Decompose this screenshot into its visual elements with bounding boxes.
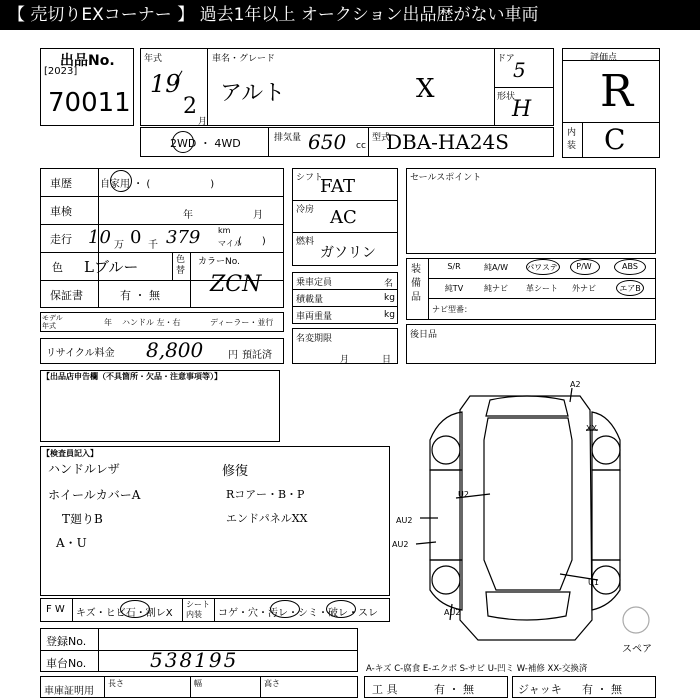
warranty-options: 有 ・ 無 [120,289,160,302]
tools-label: 工 具 [372,683,398,696]
capacity-unit: 名 [384,279,394,289]
name-change-month: 月 [340,355,350,365]
mileage-ten-thousands: 10 [88,227,111,248]
model-label: 型式 [372,133,391,143]
color-code-value: ZCN [210,272,262,297]
spare-label: スペア [622,644,652,655]
handle-options: ハンドル 左・右 [122,318,181,327]
seller-report-label: 【出品店申告欄（不具箇所・欠品・注意事項等）】 [42,372,222,381]
model-year-unit: 年 [104,318,112,327]
mileage-paren: ( ) [238,236,266,247]
seat-stain-circle [270,600,300,618]
displacement-unit: cc [356,141,366,151]
equip-power-windows: P/W [576,262,592,271]
equip-tv: 純TV [444,284,464,293]
equip-navi: 純ナビ [484,284,508,293]
inspector-note-6: Rコアー・B・P [226,488,305,501]
navi-model-label: ナビ型番： [432,305,472,314]
interior-label: 内装 [567,128,577,151]
month-unit: 月 [198,117,208,127]
recycle-deposit: 預託済 [242,350,272,361]
name-grade-label: 車名・グレード [212,54,276,64]
ac-label: 冷房 [296,205,315,215]
inspection-month: 月 [253,210,263,221]
seat-label: シート内装 [186,600,210,619]
model-year-label: モデル年式 [42,314,63,330]
ac-value: AC [330,207,357,228]
fuel-value: ガソリン [320,245,376,261]
color-value: Lブルー [84,258,139,276]
damage-legend: A-キズ C-腐食 E-エクボ S-サビ U-凹ミ W-補修 XX-交換済 [366,664,588,674]
equip-sunroof: S/R [447,262,461,271]
damage-mark-au2-left-1: AU2 [396,516,413,525]
model-value: DBA-HA24S [386,130,509,154]
inspector-note-5: 修復 [222,464,249,479]
year-label: 年式 [144,54,163,64]
seat-tear-circle [326,600,356,618]
equip-aftermarket-navi: 外ナビ [572,284,596,293]
shape-value: H [512,97,532,122]
damage-mark-u2: U2 [458,490,469,499]
damage-mark-xx: XX [586,424,597,433]
door-value: 5 [513,58,526,82]
certificate-width: 幅 [194,679,202,688]
fuel-label: 燃料 [296,237,315,247]
repaint-label: 色替 [176,255,186,276]
color-code-label: カラーNo. [198,257,240,267]
recycle-unit: 円 [228,350,238,361]
chassis-value: 538195 [150,648,239,672]
recycle-label: リサイクル料金 [46,348,115,359]
name-change-label: 名変期限 [296,334,333,344]
car-grade: X [416,74,435,104]
mileage-unit-km: km [218,226,231,235]
sales-point-label: セールスポイント [410,173,482,183]
dealer-options: ディーラー・並行 [210,318,274,327]
mileage-unit-mile: マイル [218,239,242,248]
year-value: 19 [150,70,181,98]
fw-selected-circle [120,600,150,618]
color-label: 色 [52,261,63,274]
damage-mark-au2-left-2: AU2 [392,540,409,549]
equip-airbag: エアB [619,284,641,293]
displacement-value: 650 [308,130,347,154]
inspector-note-3: T廻りB [62,512,103,526]
inspection-label: 車検 [50,205,72,218]
rating-score: R [600,66,634,117]
registration-label: 登録No. [46,635,87,648]
damage-mark-au2-rear: AU2 [444,608,461,617]
month-value: 2 [183,94,197,119]
weight-label: 車両重量 [296,312,333,322]
mileage-label: 走行 [50,233,72,246]
jack-label: ジャッキ [518,683,562,696]
seat-items: コゲ・穴・汚レ・シミ・破レ・スレ [218,608,378,619]
inspector-note-4: A・U [56,536,87,550]
door-label: ドア [497,54,515,64]
capacity-label: 乗車定員 [296,278,333,288]
name-change-day: 日 [382,355,392,365]
shift-label: シフト [296,173,324,183]
mileage-hundreds: 379 [166,227,201,248]
mileage-unit-sen: 千 [148,240,158,251]
history-label: 車歴 [50,177,72,190]
damage-mark-u1: U1 [588,578,599,587]
inspector-note-7: エンドパネルXX [226,512,308,525]
page-title: 【 売切りEXコーナー 】 過去1年以上 オークション出品歴がない車両 [8,5,539,25]
recycle-value: 8,800 [146,338,204,362]
inspector-note-1: ハンドルレザ [48,462,120,476]
certificate-label: 車庫証明用 [44,686,94,697]
lot-label: 出品No. [60,53,115,69]
history-options: 自家用 ・ ( ) [100,179,215,190]
warranty-label: 保証書 [50,289,83,302]
tools-options: 有 ・ 無 [434,683,474,696]
chassis-label: 車台No. [46,657,87,670]
fw-label: F W [46,604,65,615]
equip-abs: ABS [622,262,638,271]
equip-power-steering: パワステ [526,263,558,272]
certificate-height: 高さ [264,679,280,688]
lot-year-tag: [2023] [44,66,78,77]
after-items-label: 後日品 [410,330,438,340]
interior-score: C [604,123,626,156]
certificate-length: 長さ [108,679,124,688]
shift-value: FAT [320,176,355,197]
fw-items: キズ・ヒビ石・割レX [76,608,173,619]
load-unit: kg [384,293,395,303]
shape-label: 形状 [497,92,516,102]
load-label: 積載量 [296,295,324,305]
lot-number: 70011 [48,88,131,118]
inspection-year: 年 [183,210,193,221]
inspector-note-2: ホイールカバーA [48,488,141,502]
displacement-label: 排気量 [274,133,302,143]
equip-alloy-wheels: 純A/W [483,263,509,272]
equip-leather: 革シート [526,284,558,293]
inspector-label: 【検査員記入】 [42,449,98,458]
jack-options: 有 ・ 無 [582,683,622,696]
weight-unit: kg [384,310,395,320]
equipment-label: 装備品 [411,264,421,303]
mileage-thousands: 0 [130,227,142,248]
rating-label: 評価点 [590,53,618,63]
damage-mark-a2: A2 [570,380,581,389]
drive-options: 2WD ・ 4WD [170,137,241,150]
mileage-unit-man: 万 [114,240,124,251]
car-name: アルト [220,81,286,106]
